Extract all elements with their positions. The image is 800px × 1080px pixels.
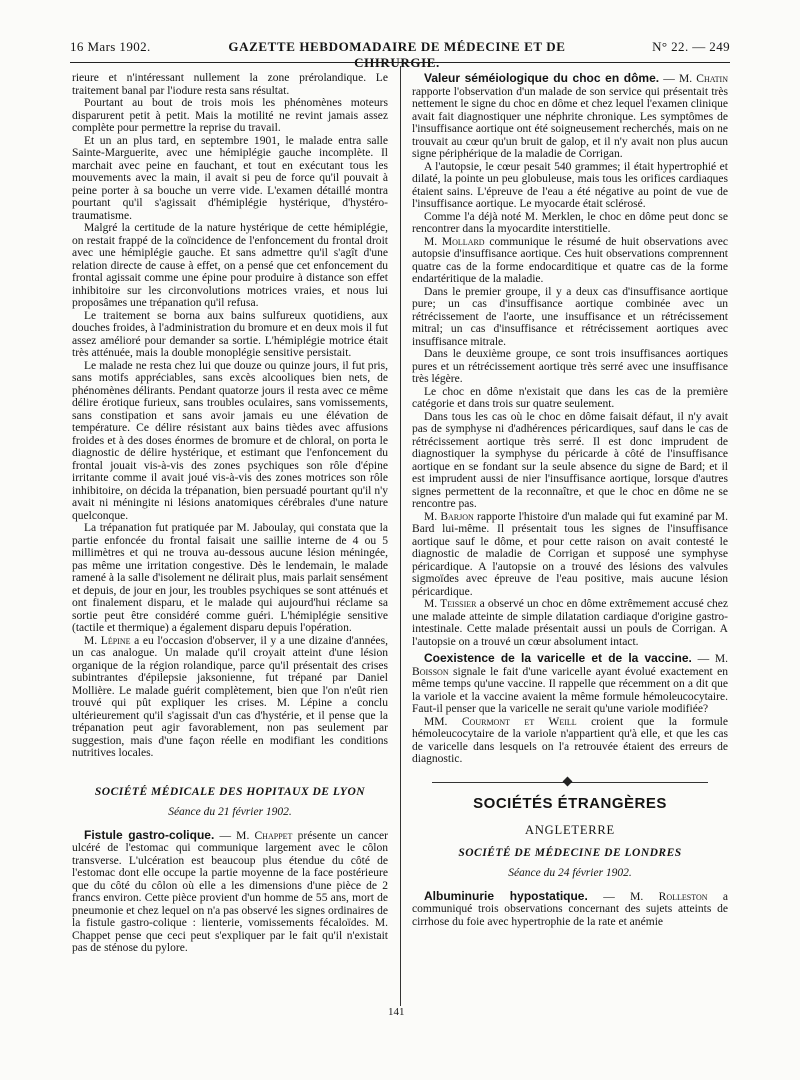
paragraph: Coexistence de la varicelle et de la vaccine. — M. Boisson signale le fait d'une varicelle ayant évolué exactement en même temps qu'une vaccine. Il rappelle que récemment on a dit que la variole et la vaccine avaient la même formule hémoleucocytaire. Faut-il penser que la varicelle ne serait qu'une variole modifiée? <box>412 651 728 715</box>
society-heading: SOCIÉTÉ DE MÉDECINE DE LONDRES <box>458 846 682 859</box>
journal-title: GAZETTE HEBDOMADAIRE DE MÉDECINE ET DE CHIRURGIE. <box>228 39 566 70</box>
paragraph: Dans le deuxième groupe, ce sont trois insuffisances aortiques pures et un rétrécissement aortique très serré avec une insuffisance très légère. <box>412 348 728 385</box>
paragraph: Comme l'a déjà noté M. Merklen, le choc en dôme peut donc se rencontrer dans la myocardite interstitielle. <box>412 210 728 235</box>
section-ornament <box>412 776 728 788</box>
speaker-name: M. Lépine <box>84 634 131 647</box>
issue-number-page: N° 22. — 249 <box>652 39 730 54</box>
speaker-name: M. Rolleston <box>630 890 708 903</box>
paragraph: M. Lépine a eu l'occasion d'observer, il y a une dizaine d'années, un cas analogue. Un malade qu'il croyait atteint d'une lésion organique de la région rolandique, parce qu'il présentait des crises subintrantes d'épilepsie jaksonienne, fut trépané par Daniel Mollière. Le malade guérit complètement, bien que l'on n'eût rien trouvé qui pût expliquer les crises. M. Lépine a conclu ultérieurement qu'il s'agissait d'un cas d'hystérie, et il pense que la trépanation peut agir favorablement, non pas seulement par suggestion, mais d'une façon réelle en modifiant les conditions nutritives locales. <box>72 634 388 759</box>
topic-title: Albuminurie hypostatique. <box>424 888 588 903</box>
topic-title: Coexistence de la varicelle et de la vaccine. <box>424 651 692 665</box>
paragraph: rieure et n'intéressant nullement la zone prérolandique. Le traitement banal par l'iodure resta sans résultat. <box>72 72 388 97</box>
session-date: Séance du 21 février 1902. <box>168 806 292 818</box>
paragraph: Dans le premier groupe, il y a deux cas d'insuffisance aortique pure; un cas d'insuffisance aortique combinée avec un rétrécissement de l'aorte, une insuffisance et un rétrécissement mitral; un cas d'insuffisance et rétrécissement aortiques avec insuffisance mitrale. <box>412 285 728 348</box>
section-heading: SOCIÉTÉS ÉTRANGÈRES <box>473 794 667 812</box>
column-divider <box>400 66 401 1006</box>
paragraph: A l'autopsie, le cœur pesait 540 grammes; il était hypertrophié et dilaté, la pointe un peu globuleuse, mais tous les orifices cardiaques étaient sains. L'épreuve de l'eau a été négative au point de vue de l'insuffisance aortique. Le myocarde était sclérosé. <box>412 160 728 210</box>
session-date: Séance du 24 février 1902. <box>508 867 632 879</box>
paragraph: M. Barjon rapporte l'histoire d'un malade qui fut examiné par M. Bard lui-même. Il présentait tous les signes de l'insuffisance aortique sauf le dôme, et pour cette raison on avait contesté le diagnostic de maladie de Corrigan et supposé une symphyse péricardique. A l'autopsie on a trouvé des lésions des valvules sigmoïdes avec épreuve de l'eau positive, mais aucune lésion péricardique. <box>412 510 729 598</box>
paragraph: Pourtant au bout de trois mois les phénomènes moteurs disparurent petit à petit. Mais la motilité ne revint jamais assez complète pour permettre la reprise du travail. <box>72 97 388 134</box>
paragraph: MM. Courmont et Weill croient que la formule hémoleucocytaire de la variole n'appartient qu'à elle, et que les cas de varicelle dans lesquels on l'a retrouvée étaient des erreurs de diagnostic. <box>412 715 728 765</box>
speaker-name: M. Chatin <box>678 73 728 85</box>
header-rule <box>70 62 730 63</box>
paragraph: M. Mollard communique le résumé de huit observations avec autopsie d'insuffisance aortique. Ces huit observations comprennent quatre cas de la forme endocarditique et quatre cas de la forme endartéritique de la maladie. <box>412 235 728 285</box>
country-heading: ANGLETERRE <box>525 823 615 837</box>
paragraph: Fistule gastro-colique. — M. Chappet présente un cancer ulcéré de l'estomac qui communique largement avec le côlon transverse. L'ulcération est beaucoup plus étendue du côté de l'estomac dont elle occupe la partie moyenne de la face postérieure que du côté du côlon où elle a les dimensions d'une pièce de 2 francs environ. Cette pièce provient d'un homme de 55 ans, mort de pneumonie et chez lequel on n'a pas observé les signes ordinaires de la fistule gastro-colique : lienterie, vomissements fécaloïdes. M. Chappet pense que ceci peut s'expliquer par le fait qu'il n'existait pas de sténose du pylore. <box>72 827 389 954</box>
left-column <box>72 72 388 955</box>
right-column <box>412 72 728 928</box>
paragraph: Dans tous les cas où le choc en dôme faisait défaut, il n'y avait pas de symphyse ni d'adhérences péricardiques, sauf dans le cas de rétrécissement aortique très serré. Il est donc imprudent de diagnostiquer la symphyse du péricarde à côté de l'insuffisance aortique en se fondant sur la seule absence du signe de Bard; et il est imprudent aussi de nier l'insuffisance aortique, lorsque d'autres signes permettent de la reconnaître, et que le choc en dôme ne se rencontre pas. <box>412 410 728 510</box>
issue-date: 16 Mars 1902. <box>70 39 151 54</box>
diamond-ornament-icon <box>563 776 573 786</box>
speaker-name: MM. Courmont et Weill <box>424 715 577 728</box>
paragraph: Malgré la certitude de la nature hystérique de cette hémiplégie, on restait frappé de la coïncidence de l'enfoncement du frontal droit avec une hémiplégie gauche. Et sans admettre qu'il s'agît d'une relation directe de cause à effet, on a pensé que cet enfoncement du frontal agissait comme une épine pour produire à distance son effet inhibitoire sur les circonvolutions motrices vraies, et nous lui proposâmes une trépanation qu'il refusa. <box>72 222 388 309</box>
speaker-name: M. Barjon <box>424 510 474 523</box>
speaker-name: M. Boisson <box>412 653 728 678</box>
paragraph: Albuminurie hypostatique. — M. Rolleston a communiqué trois observations concernant des sujets atteints de cirrhose du foie avec hypertrophie de la rate et anémie <box>412 888 729 928</box>
paragraph: Le traitement se borna aux bains sulfureux quotidiens, aux douches froides, à l'administration du bromure et en deux mois il fut assez amélioré pour demander sa sortie. L'hémiplégie motrice était très atténuée, mais la double monoplégie sensitive persistait. <box>72 309 388 359</box>
speaker-name: M. Teissier <box>424 598 477 610</box>
paragraph: Le choc en dôme n'existait que dans les cas de la première catégorie et dans trois sur quatre seulement. <box>412 385 728 410</box>
paragraph: M. Teissier a observé un choc en dôme extrêmement accusé chez une malade atteinte de simple dilatation cardiaque d'origine gastro-intestinale. Cette malade présentait aussi un pouls de Corrigan. A l'autopsie on a trouvé un cœur absolument intact. <box>412 598 728 648</box>
paragraph: Et un an plus tard, en septembre 1901, le malade entra salle Sainte-Marguerite, avec une hémiplégie gauche incomplète. Il marchait avec peine en fauchant, et tout en exécutant tous les mouvements avec la main, il avait si peu de force qu'il pouvait à peine porter à sa bouche un verre vide. L'examen détaillé montra pourtant qu'il s'agissait d'hémiplégie hystérique, d'hystéro-traumatisme. <box>72 134 388 222</box>
paragraph: La trépanation fut pratiquée par M. Jaboulay, qui constata que la partie enfoncée du frontal faisait une saillie interne de 4 ou 5 millimètres et qui ne trouva au-dessous aucune lésion méningée, pas même une irritation congestive. Dès le lendemain, le malade ramené à la salle d'isolement ne délirait plus, mais parlait sensément et depuis, de jour en jour, les troubles psychiques se sont atténués et ont finalement disparu, et le malade qui aujourd'hui réclame sa sortie peut être considéré comme guéri. L'hémiplégie sensitive (tactile et thermique) a également disparu depuis l'opération. <box>72 522 388 634</box>
section-heading: SOCIÉTÉ MÉDICALE DES HOPITAUX DE LYON <box>94 785 366 798</box>
running-header <box>70 36 730 70</box>
signature-mark: 141 <box>388 1006 405 1018</box>
paragraph: Valeur séméiologique du choc en dôme. — M. Chatin rapporte l'observation d'un malade de son service qui présentait très nettement le signe du choc en dôme et chez lequel l'examen clinique avait fait diagnostiquer une néphrite chronique. Les symptômes de l'insuffisance aortique ont été soigneusement recherchés, mais on ne trouvait au cœur qu'un bruit de galop, et il n'y avait non plus aucun signe périphérique de la maladie de Corrigan. <box>412 71 728 160</box>
topic-title: Fistule gastro-colique. <box>84 827 215 842</box>
paragraph: Le malade ne resta chez lui que douze ou quinze jours, il fut pris, sans motifs appréciables, sans excès alcooliques bien nets, de phénomènes délirants. Pendant quatorze jours il resta avec ce même délire érotique furieux, sans troubles oculaires, sans vomissements, sans constipation et sans avoir jamais eu une élévation de température. Ce délire résistant aux bains tièdes avec affusions froides et à des doses énormes de bromure et de chloral, on porta le diagnostic de délire hystérique, et estimant que l'enfoncement du frontal jouait vis-à-vis des zones psychiques son rôle d'épine irritante comme il avait joué vis-à-vis des zones motrices son rôle inhibitoire, on décida la trépanation, bien persuadé pourtant qu'il n'y avait ni méningite ni lésions anatomiques cérébrales d'une nature quelconque. <box>72 359 388 522</box>
speaker-name: M. Mollard <box>424 235 485 248</box>
topic-title: Valeur séméiologique du choc en dôme. <box>424 71 660 85</box>
speaker-name: M. Chappet <box>236 829 293 842</box>
